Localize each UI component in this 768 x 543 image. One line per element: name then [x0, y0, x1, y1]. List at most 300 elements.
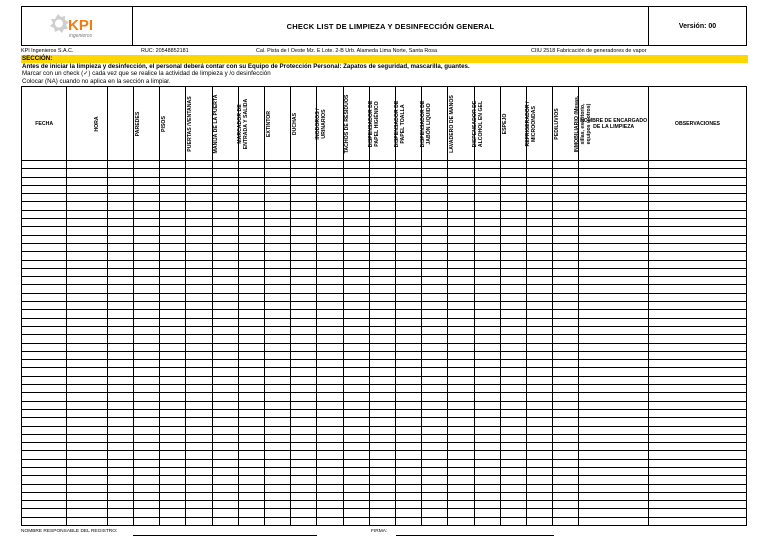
- check-cell[interactable]: [264, 293, 290, 301]
- check-cell[interactable]: [422, 476, 448, 484]
- check-cell[interactable]: [317, 459, 343, 467]
- check-cell[interactable]: [579, 368, 649, 376]
- check-cell[interactable]: [369, 335, 395, 343]
- check-cell[interactable]: [22, 277, 67, 285]
- check-cell[interactable]: [474, 268, 500, 276]
- check-cell[interactable]: [474, 210, 500, 218]
- check-cell[interactable]: [500, 517, 526, 525]
- check-cell[interactable]: [422, 385, 448, 393]
- check-cell[interactable]: [343, 285, 369, 293]
- check-cell[interactable]: [648, 194, 746, 202]
- check-cell[interactable]: [448, 285, 474, 293]
- check-cell[interactable]: [67, 360, 107, 368]
- check-cell[interactable]: [212, 310, 238, 318]
- check-cell[interactable]: [317, 517, 343, 525]
- check-cell[interactable]: [291, 326, 317, 334]
- check-cell[interactable]: [422, 451, 448, 459]
- check-cell[interactable]: [160, 293, 186, 301]
- check-cell[interactable]: [343, 177, 369, 185]
- check-cell[interactable]: [133, 227, 159, 235]
- check-cell[interactable]: [133, 219, 159, 227]
- check-cell[interactable]: [317, 509, 343, 517]
- check-cell[interactable]: [291, 185, 317, 193]
- check-cell[interactable]: [500, 302, 526, 310]
- check-cell[interactable]: [238, 326, 264, 334]
- check-cell[interactable]: [317, 393, 343, 401]
- check-cell[interactable]: [579, 434, 649, 442]
- check-cell[interactable]: [291, 177, 317, 185]
- check-cell[interactable]: [133, 202, 159, 210]
- check-cell[interactable]: [500, 326, 526, 334]
- check-cell[interactable]: [264, 260, 290, 268]
- check-cell[interactable]: [395, 360, 421, 368]
- check-cell[interactable]: [22, 235, 67, 243]
- check-cell[interactable]: [67, 235, 107, 243]
- check-cell[interactable]: [500, 260, 526, 268]
- check-cell[interactable]: [22, 318, 67, 326]
- check-cell[interactable]: [395, 492, 421, 500]
- check-cell[interactable]: [648, 509, 746, 517]
- check-cell[interactable]: [474, 451, 500, 459]
- check-cell[interactable]: [186, 185, 212, 193]
- check-cell[interactable]: [422, 443, 448, 451]
- check-cell[interactable]: [648, 434, 746, 442]
- check-cell[interactable]: [448, 243, 474, 251]
- check-cell[interactable]: [553, 293, 579, 301]
- check-cell[interactable]: [317, 360, 343, 368]
- check-cell[interactable]: [369, 227, 395, 235]
- check-cell[interactable]: [133, 210, 159, 218]
- check-cell[interactable]: [526, 185, 552, 193]
- check-cell[interactable]: [343, 393, 369, 401]
- check-cell[interactable]: [67, 161, 107, 169]
- check-cell[interactable]: [579, 451, 649, 459]
- check-cell[interactable]: [422, 467, 448, 475]
- check-cell[interactable]: [67, 443, 107, 451]
- check-cell[interactable]: [579, 219, 649, 227]
- check-cell[interactable]: [448, 326, 474, 334]
- check-cell[interactable]: [648, 302, 746, 310]
- check-cell[interactable]: [422, 426, 448, 434]
- check-cell[interactable]: [474, 161, 500, 169]
- check-cell[interactable]: [238, 335, 264, 343]
- check-cell[interactable]: [238, 451, 264, 459]
- check-cell[interactable]: [474, 501, 500, 509]
- check-cell[interactable]: [648, 476, 746, 484]
- check-cell[interactable]: [422, 326, 448, 334]
- check-cell[interactable]: [422, 302, 448, 310]
- check-cell[interactable]: [369, 268, 395, 276]
- check-cell[interactable]: [343, 401, 369, 409]
- check-cell[interactable]: [553, 202, 579, 210]
- check-cell[interactable]: [343, 219, 369, 227]
- check-cell[interactable]: [264, 376, 290, 384]
- check-cell[interactable]: [343, 467, 369, 475]
- check-cell[interactable]: [186, 285, 212, 293]
- check-cell[interactable]: [343, 376, 369, 384]
- check-cell[interactable]: [133, 509, 159, 517]
- check-cell[interactable]: [212, 509, 238, 517]
- check-cell[interactable]: [238, 202, 264, 210]
- check-cell[interactable]: [107, 260, 133, 268]
- check-cell[interactable]: [67, 492, 107, 500]
- check-cell[interactable]: [395, 517, 421, 525]
- check-cell[interactable]: [369, 326, 395, 334]
- check-cell[interactable]: [67, 252, 107, 260]
- check-cell[interactable]: [317, 293, 343, 301]
- check-cell[interactable]: [395, 260, 421, 268]
- check-cell[interactable]: [133, 467, 159, 475]
- check-cell[interactable]: [500, 418, 526, 426]
- check-cell[interactable]: [107, 252, 133, 260]
- check-cell[interactable]: [500, 210, 526, 218]
- check-cell[interactable]: [22, 335, 67, 343]
- check-cell[interactable]: [648, 243, 746, 251]
- check-cell[interactable]: [107, 459, 133, 467]
- check-cell[interactable]: [186, 492, 212, 500]
- check-cell[interactable]: [22, 409, 67, 417]
- check-cell[interactable]: [369, 476, 395, 484]
- check-cell[interactable]: [422, 293, 448, 301]
- check-cell[interactable]: [238, 210, 264, 218]
- check-cell[interactable]: [317, 285, 343, 293]
- check-cell[interactable]: [553, 277, 579, 285]
- check-cell[interactable]: [369, 501, 395, 509]
- check-cell[interactable]: [317, 335, 343, 343]
- check-cell[interactable]: [474, 177, 500, 185]
- check-cell[interactable]: [22, 443, 67, 451]
- check-cell[interactable]: [648, 368, 746, 376]
- check-cell[interactable]: [579, 235, 649, 243]
- check-cell[interactable]: [317, 243, 343, 251]
- check-cell[interactable]: [291, 227, 317, 235]
- check-cell[interactable]: [264, 492, 290, 500]
- check-cell[interactable]: [395, 385, 421, 393]
- check-cell[interactable]: [526, 177, 552, 185]
- check-cell[interactable]: [133, 418, 159, 426]
- check-cell[interactable]: [422, 351, 448, 359]
- check-cell[interactable]: [291, 368, 317, 376]
- check-cell[interactable]: [526, 360, 552, 368]
- check-cell[interactable]: [67, 202, 107, 210]
- check-cell[interactable]: [160, 277, 186, 285]
- check-cell[interactable]: [369, 467, 395, 475]
- check-cell[interactable]: [186, 260, 212, 268]
- check-cell[interactable]: [474, 243, 500, 251]
- check-cell[interactable]: [422, 318, 448, 326]
- check-cell[interactable]: [526, 393, 552, 401]
- check-cell[interactable]: [186, 351, 212, 359]
- check-cell[interactable]: [291, 385, 317, 393]
- check-cell[interactable]: [500, 443, 526, 451]
- check-cell[interactable]: [395, 277, 421, 285]
- check-cell[interactable]: [553, 409, 579, 417]
- check-cell[interactable]: [238, 401, 264, 409]
- check-cell[interactable]: [291, 318, 317, 326]
- check-cell[interactable]: [291, 434, 317, 442]
- check-cell[interactable]: [395, 343, 421, 351]
- check-cell[interactable]: [648, 235, 746, 243]
- check-cell[interactable]: [107, 360, 133, 368]
- check-cell[interactable]: [343, 318, 369, 326]
- check-cell[interactable]: [474, 393, 500, 401]
- check-cell[interactable]: [579, 185, 649, 193]
- check-cell[interactable]: [422, 285, 448, 293]
- check-cell[interactable]: [369, 252, 395, 260]
- check-cell[interactable]: [648, 459, 746, 467]
- check-cell[interactable]: [317, 401, 343, 409]
- check-cell[interactable]: [291, 393, 317, 401]
- check-cell[interactable]: [474, 285, 500, 293]
- check-cell[interactable]: [238, 194, 264, 202]
- check-cell[interactable]: [343, 243, 369, 251]
- check-cell[interactable]: [107, 277, 133, 285]
- check-cell[interactable]: [160, 335, 186, 343]
- check-cell[interactable]: [291, 360, 317, 368]
- check-cell[interactable]: [317, 451, 343, 459]
- check-cell[interactable]: [448, 459, 474, 467]
- check-cell[interactable]: [67, 343, 107, 351]
- check-cell[interactable]: [500, 343, 526, 351]
- check-cell[interactable]: [553, 219, 579, 227]
- check-cell[interactable]: [291, 268, 317, 276]
- check-cell[interactable]: [238, 368, 264, 376]
- check-cell[interactable]: [553, 194, 579, 202]
- check-cell[interactable]: [107, 235, 133, 243]
- check-cell[interactable]: [186, 326, 212, 334]
- check-cell[interactable]: [369, 277, 395, 285]
- check-cell[interactable]: [369, 368, 395, 376]
- check-cell[interactable]: [291, 219, 317, 227]
- check-cell[interactable]: [500, 285, 526, 293]
- check-cell[interactable]: [448, 517, 474, 525]
- check-cell[interactable]: [579, 335, 649, 343]
- check-cell[interactable]: [317, 343, 343, 351]
- check-cell[interactable]: [579, 260, 649, 268]
- check-cell[interactable]: [422, 177, 448, 185]
- check-cell[interactable]: [264, 418, 290, 426]
- check-cell[interactable]: [160, 360, 186, 368]
- check-cell[interactable]: [160, 169, 186, 177]
- check-cell[interactable]: [474, 318, 500, 326]
- check-cell[interactable]: [526, 252, 552, 260]
- check-cell[interactable]: [212, 318, 238, 326]
- check-cell[interactable]: [67, 243, 107, 251]
- check-cell[interactable]: [395, 409, 421, 417]
- check-cell[interactable]: [291, 476, 317, 484]
- check-cell[interactable]: [133, 492, 159, 500]
- check-cell[interactable]: [317, 277, 343, 285]
- check-cell[interactable]: [186, 268, 212, 276]
- check-cell[interactable]: [343, 252, 369, 260]
- check-cell[interactable]: [648, 467, 746, 475]
- check-cell[interactable]: [22, 177, 67, 185]
- check-cell[interactable]: [343, 443, 369, 451]
- check-cell[interactable]: [526, 268, 552, 276]
- check-cell[interactable]: [579, 277, 649, 285]
- check-cell[interactable]: [160, 501, 186, 509]
- check-cell[interactable]: [160, 409, 186, 417]
- check-cell[interactable]: [343, 310, 369, 318]
- check-cell[interactable]: [648, 318, 746, 326]
- check-cell[interactable]: [186, 161, 212, 169]
- check-cell[interactable]: [67, 517, 107, 525]
- check-cell[interactable]: [500, 277, 526, 285]
- check-cell[interactable]: [67, 335, 107, 343]
- check-cell[interactable]: [22, 169, 67, 177]
- check-cell[interactable]: [238, 277, 264, 285]
- check-cell[interactable]: [648, 360, 746, 368]
- check-cell[interactable]: [317, 318, 343, 326]
- check-cell[interactable]: [474, 310, 500, 318]
- check-cell[interactable]: [448, 476, 474, 484]
- check-cell[interactable]: [395, 227, 421, 235]
- check-cell[interactable]: [264, 360, 290, 368]
- check-cell[interactable]: [500, 509, 526, 517]
- check-cell[interactable]: [422, 409, 448, 417]
- check-cell[interactable]: [579, 418, 649, 426]
- check-cell[interactable]: [422, 343, 448, 351]
- check-cell[interactable]: [160, 467, 186, 475]
- check-cell[interactable]: [160, 161, 186, 169]
- check-cell[interactable]: [526, 484, 552, 492]
- check-cell[interactable]: [264, 335, 290, 343]
- check-cell[interactable]: [579, 161, 649, 169]
- check-cell[interactable]: [317, 476, 343, 484]
- check-cell[interactable]: [474, 509, 500, 517]
- check-cell[interactable]: [133, 360, 159, 368]
- check-cell[interactable]: [133, 393, 159, 401]
- check-cell[interactable]: [369, 509, 395, 517]
- check-cell[interactable]: [291, 426, 317, 434]
- check-cell[interactable]: [395, 219, 421, 227]
- check-cell[interactable]: [291, 492, 317, 500]
- check-cell[interactable]: [553, 459, 579, 467]
- check-cell[interactable]: [22, 401, 67, 409]
- check-cell[interactable]: [160, 434, 186, 442]
- check-cell[interactable]: [160, 302, 186, 310]
- check-cell[interactable]: [291, 401, 317, 409]
- check-cell[interactable]: [474, 194, 500, 202]
- check-cell[interactable]: [264, 409, 290, 417]
- check-cell[interactable]: [369, 484, 395, 492]
- check-cell[interactable]: [448, 268, 474, 276]
- check-cell[interactable]: [343, 459, 369, 467]
- check-cell[interactable]: [212, 459, 238, 467]
- check-cell[interactable]: [553, 517, 579, 525]
- check-cell[interactable]: [107, 268, 133, 276]
- check-cell[interactable]: [317, 368, 343, 376]
- check-cell[interactable]: [291, 169, 317, 177]
- check-cell[interactable]: [107, 335, 133, 343]
- check-cell[interactable]: [264, 326, 290, 334]
- check-cell[interactable]: [648, 501, 746, 509]
- check-cell[interactable]: [291, 351, 317, 359]
- check-cell[interactable]: [422, 219, 448, 227]
- check-cell[interactable]: [395, 476, 421, 484]
- check-cell[interactable]: [579, 285, 649, 293]
- check-cell[interactable]: [474, 185, 500, 193]
- check-cell[interactable]: [67, 177, 107, 185]
- check-cell[interactable]: [160, 459, 186, 467]
- check-cell[interactable]: [474, 434, 500, 442]
- check-cell[interactable]: [160, 243, 186, 251]
- check-cell[interactable]: [422, 252, 448, 260]
- check-cell[interactable]: [526, 277, 552, 285]
- check-cell[interactable]: [317, 202, 343, 210]
- check-cell[interactable]: [579, 376, 649, 384]
- check-cell[interactable]: [369, 185, 395, 193]
- check-cell[interactable]: [553, 210, 579, 218]
- check-cell[interactable]: [395, 459, 421, 467]
- check-cell[interactable]: [186, 302, 212, 310]
- check-cell[interactable]: [317, 161, 343, 169]
- check-cell[interactable]: [474, 385, 500, 393]
- check-cell[interactable]: [186, 501, 212, 509]
- check-cell[interactable]: [500, 219, 526, 227]
- check-cell[interactable]: [67, 393, 107, 401]
- check-cell[interactable]: [22, 293, 67, 301]
- check-cell[interactable]: [160, 310, 186, 318]
- check-cell[interactable]: [553, 418, 579, 426]
- check-cell[interactable]: [448, 434, 474, 442]
- check-cell[interactable]: [648, 492, 746, 500]
- check-cell[interactable]: [107, 418, 133, 426]
- check-cell[interactable]: [238, 268, 264, 276]
- check-cell[interactable]: [474, 202, 500, 210]
- check-cell[interactable]: [553, 426, 579, 434]
- check-cell[interactable]: [395, 376, 421, 384]
- check-cell[interactable]: [648, 268, 746, 276]
- check-cell[interactable]: [422, 509, 448, 517]
- check-cell[interactable]: [395, 161, 421, 169]
- check-cell[interactable]: [448, 335, 474, 343]
- check-cell[interactable]: [448, 385, 474, 393]
- check-cell[interactable]: [553, 351, 579, 359]
- check-cell[interactable]: [369, 310, 395, 318]
- check-cell[interactable]: [133, 385, 159, 393]
- check-cell[interactable]: [553, 302, 579, 310]
- check-cell[interactable]: [369, 517, 395, 525]
- check-cell[interactable]: [648, 385, 746, 393]
- check-cell[interactable]: [526, 285, 552, 293]
- check-cell[interactable]: [133, 484, 159, 492]
- check-cell[interactable]: [317, 326, 343, 334]
- check-cell[interactable]: [422, 393, 448, 401]
- check-cell[interactable]: [186, 235, 212, 243]
- check-cell[interactable]: [133, 351, 159, 359]
- check-cell[interactable]: [107, 227, 133, 235]
- check-cell[interactable]: [22, 326, 67, 334]
- check-cell[interactable]: [291, 335, 317, 343]
- check-cell[interactable]: [67, 227, 107, 235]
- check-cell[interactable]: [22, 393, 67, 401]
- check-cell[interactable]: [369, 285, 395, 293]
- check-cell[interactable]: [553, 376, 579, 384]
- check-cell[interactable]: [500, 310, 526, 318]
- check-cell[interactable]: [212, 434, 238, 442]
- check-cell[interactable]: [264, 219, 290, 227]
- check-cell[interactable]: [579, 194, 649, 202]
- check-cell[interactable]: [448, 360, 474, 368]
- check-cell[interactable]: [648, 393, 746, 401]
- check-cell[interactable]: [553, 401, 579, 409]
- check-cell[interactable]: [186, 335, 212, 343]
- check-cell[interactable]: [579, 227, 649, 235]
- check-cell[interactable]: [474, 235, 500, 243]
- check-cell[interactable]: [648, 252, 746, 260]
- check-cell[interactable]: [526, 426, 552, 434]
